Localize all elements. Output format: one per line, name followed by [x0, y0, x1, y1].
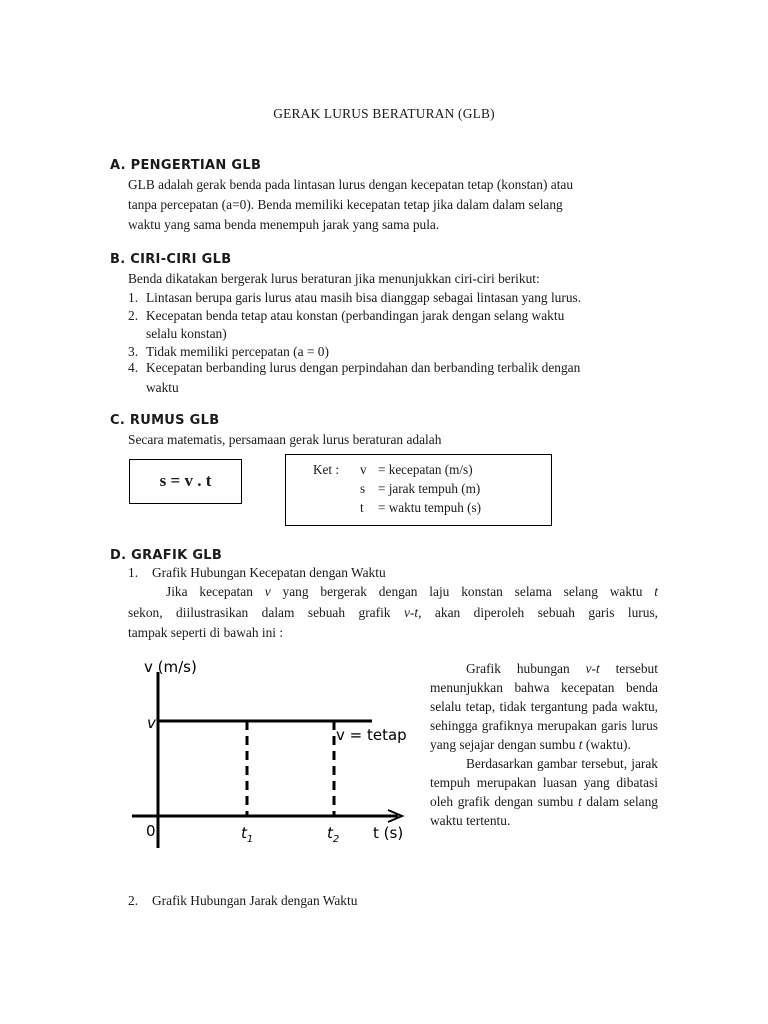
- list-text: Kecepatan benda tetap atau konstan (perbandingan jarak dengan selang waktu: [146, 308, 565, 323]
- formula-box: [129, 459, 242, 504]
- v-tick-label: v: [147, 714, 156, 732]
- section-a-heading: A. PENGERTIAN GLB: [110, 158, 262, 173]
- legend-description: = jarak tempuh (m): [378, 481, 481, 496]
- list-text: selalu konstan): [146, 326, 227, 341]
- list-text: Kecepatan berbanding lurus dengan perpindahan dan berbanding terbalik dengan: [146, 360, 581, 375]
- legend-symbol: s: [360, 481, 366, 496]
- legend-box: [285, 454, 552, 526]
- graph-explanation: [430, 659, 658, 830]
- list-text: Tidak memiliki percepatan (a = 0): [146, 344, 329, 359]
- explanation-paragraph-2: Berdasarkan gambar tersebut, jarak tempuh merupakan luasan yang dibatasi oleh grafik dengan sumbu t dalam selang waktu tertentu.: [430, 756, 658, 828]
- legend-description: = kecepatan (m/s): [378, 462, 473, 477]
- t2-label: $t_2$: [327, 824, 340, 845]
- section-a-line-2: tanpa percepatan (a=0). Benda memiliki kecepatan tetap jika dalam dalam selang: [128, 197, 563, 212]
- section-a-line-3: waktu yang sama benda menempuh jarak yang sama pula.: [128, 217, 440, 232]
- section-b-intro: Benda dikatakan bergerak lurus beraturan jika menunjukkan ciri-ciri berikut:: [128, 271, 540, 286]
- paragraph-line-1: Jika kecepatan v yang bergerak dengan laju konstan selama selang waktu t: [166, 584, 658, 599]
- subsection-number: 1.: [128, 565, 139, 580]
- section-d-heading: D. GRAFIK GLB: [110, 548, 223, 563]
- subsection-text: Grafik Hubungan Kecepatan dengan Waktu: [152, 565, 386, 580]
- page-title: GERAK LURUS BERATURAN (GLB): [273, 106, 495, 121]
- section-a-line-1: GLB adalah gerak benda pada lintasan lurus dengan kecepatan tetap (konstan) atau: [128, 177, 574, 192]
- velocity-time-graph: [130, 652, 410, 852]
- section-b-heading: B. CIRI-CIRI GLB: [110, 252, 232, 267]
- y-axis-label: v (m/s): [144, 658, 197, 676]
- origin-label: 0: [146, 822, 156, 840]
- t1-label: $t_1$: [241, 824, 254, 845]
- x-axis-label: t (s): [373, 824, 404, 842]
- formula: s = v . t: [159, 471, 212, 490]
- line-label: v = tetap: [336, 726, 407, 744]
- list-number: 3.: [128, 344, 139, 359]
- paragraph-line-2: sekon, diilustrasikan dalam sebuah grafik v-t, akan diperoleh sebuah garis lurus,: [128, 605, 659, 620]
- list-text: waktu: [146, 380, 179, 395]
- section-c-heading: C. RUMUS GLB: [110, 413, 220, 428]
- list-number: 2.: [128, 308, 139, 323]
- subsection-text: Grafik Hubungan Jarak dengan Waktu: [152, 893, 358, 908]
- explanation-paragraph-1: Grafik hubungan v-t tersebut menunjukkan bahwa kecepatan benda selalu tetap, tidak tergantung pada waktu, sehingga grafiknya merupakan garis lurus yang sejajar dengan sumbu t (waktu).: [430, 661, 658, 752]
- list-number: 4.: [128, 360, 139, 375]
- list-number: 1.: [128, 290, 139, 305]
- legend-label: Ket :: [313, 462, 340, 477]
- section-c-intro: Secara matematis, persamaan gerak lurus beraturan adalah: [128, 432, 442, 447]
- legend-symbol: v: [360, 462, 367, 477]
- legend-symbol: t: [360, 500, 364, 515]
- list-text: Lintasan berupa garis lurus atau masih bisa dianggap sebagai lintasan yang lurus.: [146, 290, 582, 305]
- legend-description: = waktu tempuh (s): [378, 500, 482, 515]
- subsection-number: 2.: [128, 893, 139, 908]
- paragraph-line-3: tampak seperti di bawah ini :: [128, 625, 284, 640]
